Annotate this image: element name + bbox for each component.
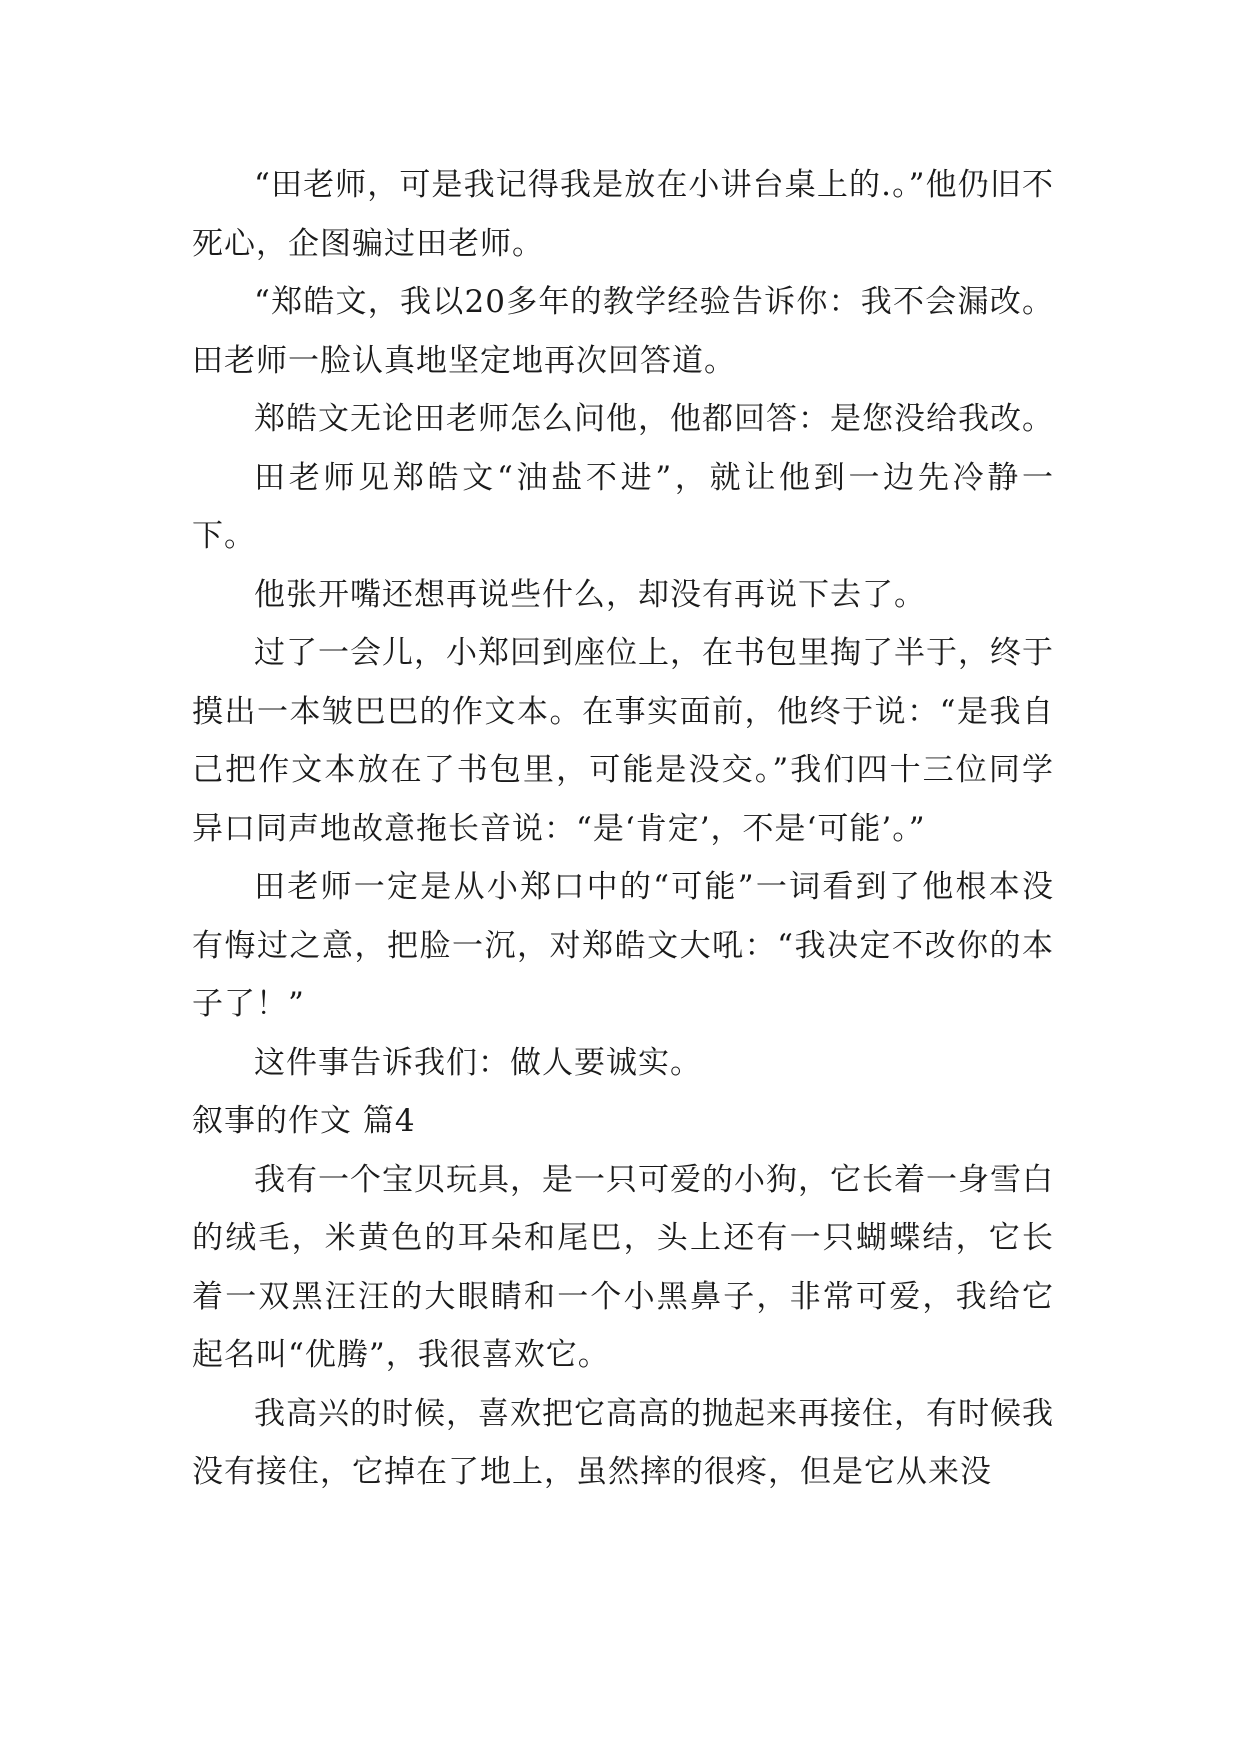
paragraph: 田老师一定是从小郑口中的“可能”一词看到了他根本没有悔过之意，把脸一沉，对郑皓文大吼：“我决定不改你的本子了！” [192,869,1054,1022]
paragraph: “田老师，可是我记得我是放在小讲台桌上的.。”他仍旧不死心，企图骗过田老师。 [192,167,1054,262]
paragraph: 这件事告诉我们：做人要诚实。 [254,1044,702,1081]
paragraph: 我有一个宝贝玩具，是一只可爱的小狗，它长着一身雪白的绒毛，米黄色的耳朵和尾巴，头上还有一只蝴蝶结，它长着一双黑汪汪的大眼睛和一个小黑鼻子，非常可爱，我给它起名叫“优腾”，我很喜欢它。 [192,1161,1054,1373]
paragraph: 过了一会儿，小郑回到座位上，在书包里掏了半于，终于摸出一本皱巴巴的作文本。在事实面前，他终于说：“是我自己把作文本放在了书包里，可能是没交。”我们四十三位同学异口同声地故意拖长音说：“是‘肯定’，不是‘可能’。” [192,635,1054,847]
document-body [192,156,1054,1502]
paragraph: “郑皓文，我以20多年的教学经验告诉你：我不会漏改。田老师一脸认真地坚定地再次回答道。 [192,284,1054,379]
section-heading: 叙事的作文 篇4 [192,1103,416,1139]
paragraph: 他张开嘴还想再说些什么，却没有再说下去了。 [254,576,926,613]
paragraph: 我高兴的时候，喜欢把它高高的抛起来再接住，有时候我没有接住，它掉在了地上，虽然摔的很疼，但是它从来没 [192,1395,1054,1490]
paragraph: 郑皓文无论田老师怎么问他，他都回答：是您没给我改。 [254,401,1054,437]
paragraph: 田老师见郑皓文“油盐不进”，就让他到一边先冷静一下。 [192,459,1054,554]
